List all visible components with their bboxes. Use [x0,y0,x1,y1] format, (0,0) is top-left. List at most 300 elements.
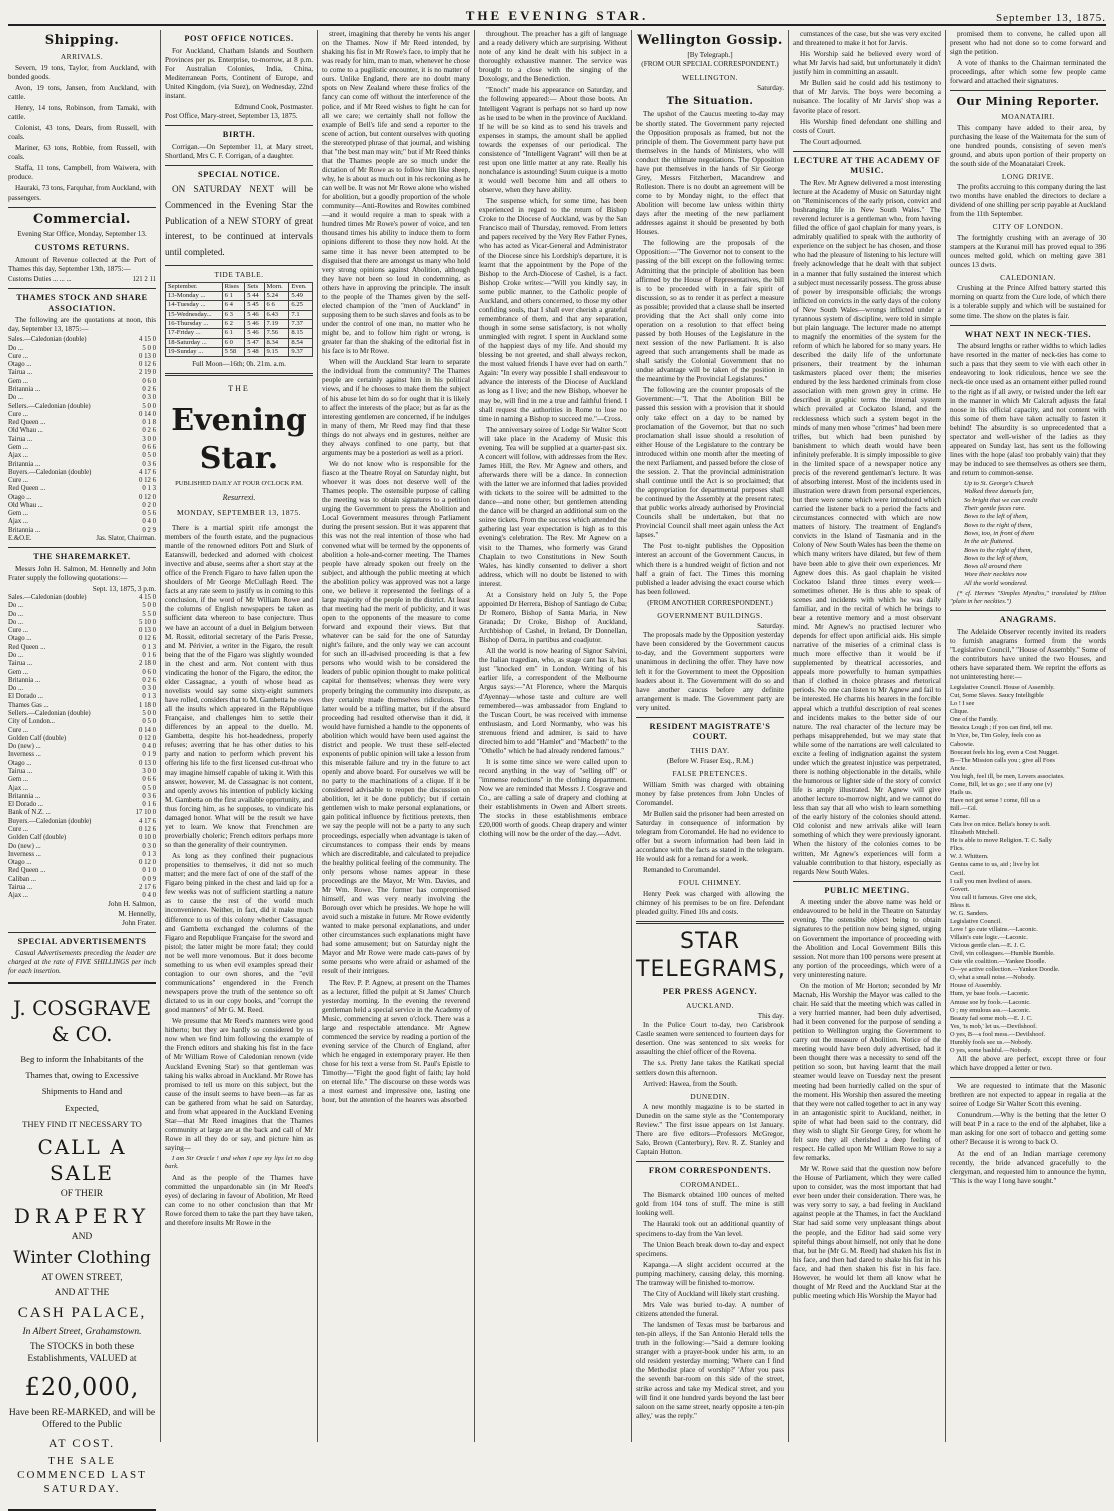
quote-name: Cure ... [8,726,29,734]
quote-value: 3 0 0 [142,767,156,775]
arrival-entry: Colonist, 43 tons, Dears, from Russell, with coals. [8,124,156,142]
quote-row [8,419,156,427]
quote-value: 0 12 0 [139,859,156,867]
article-paragraph: "Enoch" made his appearance on Saturday, and the following appeared:— About those boots. An Intelligent Vagrant is perhaps not so hard up now as he used to be when in the province of Auckland. If he will be so kind as to send his travels and expenses in stamps, the amount shall be applied towards the expenses of our periodical. The consistence of "Intelligent Vagrant" will then be at rest upon one little matter at any rate. Really his nonchalance is astounding! Suum cuique is a motto it would well become him and all others to observe, when they have ability. [479,86,627,195]
quote-name: Cure ... [8,825,29,833]
coromandel-text [636,1191,784,1421]
quote-value: 0 1 3 [142,850,156,858]
arrivals-heading: ARRIVALS. [60,52,104,62]
quote-name: Britannia ... [8,526,41,534]
quote-value: 0 1 0 [142,867,156,875]
quote-value: 0 6 6 [142,776,156,784]
quote-value: 0 5 6 [142,510,156,518]
quote-row [8,619,156,627]
quote-value: 0 1 6 [142,801,156,809]
tide-cell: 7.19 [264,320,289,329]
quote-row [8,469,156,477]
quote-row [8,594,156,602]
quote-name: Gem ... [8,377,29,385]
commercial-heading: Commercial. [33,211,131,227]
tide-cell: 5.24 [264,292,289,301]
quote-name: Sales.—Caledonian (double) [8,336,87,344]
quote-row [8,884,156,892]
quote-row [8,635,156,643]
cosgrave-advert [8,982,156,1511]
quote-row [8,751,156,759]
poem-line: Bows to the right of them, [964,546,1033,554]
poem-line: All the world wondered. [964,579,1028,587]
anagram-line: Bessica Lough ; if you can find, tell me. [950,724,1053,732]
quote-value: 17 10 0 [135,809,156,817]
column-7 [950,30,1106,1442]
quote-name: Otago ... [8,759,32,767]
ad-remarked: Have been RE-MARKED, and will be Offered to the Public [8,1408,156,1431]
coromandel: COROMANDEL. [680,1179,740,1189]
poem-attr: (* cf. Hermes "Simples Myndiss," translated by Hilton "plain in her neckties.") [950,589,1106,606]
quote-value: 5 0 0 [142,402,156,410]
tide-col-header: September. [166,282,223,291]
page-header [8,2,1106,26]
anagram-line: Love ! go cute villains.—Laconic. [950,925,1038,933]
tide-cell: 7.1 [289,310,313,319]
quote-value: 0 5 0 [142,452,156,460]
gov-text: The proposals made by the Opposition yesterday have been considered by the Government caucus to-day, and the Government supporters were unanimous in declining the offer. They have now left it for the Government to meet the Opposition leaders about it. The Government will do so and have another caucus before any definite arrangement is made. The Government party are very united. [636,631,784,712]
quote-row [8,743,156,751]
arrival-entry: Hauraki, 73 tons, Farquhar, from Auckland, with passengers. [8,184,156,202]
anagram-line: O, what a small noise.—Nobody. [950,974,1035,982]
quote-row [8,727,156,735]
quote-name: Sellers.—Caledonian (double) [8,710,91,718]
poem-line: Their gentle faces rare. [964,505,1026,513]
quote-row [8,834,156,842]
quote-name: Ajax ... [8,452,29,460]
anagram-line: Yes, 'is mob,' let us.—Devilshoof. [950,1022,1037,1030]
tide-cell: 8.54 [289,338,313,347]
tide-col-header: Even. [289,282,313,291]
arrival-entry: Severn, 19 tons, Taylor, from Auckland, with bonded goods. [8,63,156,81]
anagram-line: Cabowie. [950,740,975,748]
court-paragraph: The Court adjourned. [800,137,862,146]
birth-text: Corrigan.—On September 11, at Mary street, Shortland, Mrs C. F. Corrigan, of a daughter. [165,142,313,160]
lecture-heading: LECTURE AT THE ACADEMY OF MUSIC. [793,155,941,176]
tide-row [166,347,313,356]
false-pretences: FALSE PRETENCES. [672,769,748,779]
column-6 [793,30,941,1442]
gov-saturday: Saturday. [757,622,784,631]
article-paragraph: The Rev. P. P. Agnew, at present on the Thames as a lecturer, filled the pulpit at St James' Church yesterday morning. In the evening the reverend gentleman held a special service in the Academy of Music, commencing at seven o'clock. There was a large and respectable attendance. Mr Agnew commenced the service by reading a portion of the evening service of the Church of England, after which he engaged in extemporary prayer. He then chose for his text a verse from St. Paul's Epistle to Timothy—"Fight the good fight of faith; lay hold on eternal life." The discourse on these words was a most earnest and impressive one, lasting one hour, but the attention of the hearers was absorbed [322,978,470,1105]
anagram-line: Genius came to us, aid ; live by lot [950,861,1039,869]
tide-cell: 6 0 [222,338,245,347]
court-paragraph: cumstances of the case, but she was very excited and threatened to make it hot for Jarvis. [793,30,941,48]
quote-name: Gem ... [8,668,29,676]
dunedin: DUNEDIN. [690,1091,730,1101]
quote-name: Do ... [8,602,24,610]
quote-name: Britannia ... [8,676,41,684]
article-paragraph: throughout. The preacher has a gift of language and a ready delivery which are surprising. Without note of any kind he dealt with his subject in a thoroughly exhaustive manner. The service was brought to a close with the singing of the Doxology, and the Benediction. [479,30,627,84]
sales-table [8,336,156,535]
tide-body [166,292,313,357]
quote-value: 5 0 0 [142,344,156,352]
quote-row [8,669,156,677]
post-date: Post Office, Mary-street, September 13, 1875. [165,112,298,121]
customs-row-value: 121 2 11 [132,275,156,283]
quote-row [8,452,156,460]
quote-row [8,369,156,377]
anagram-line: O—ye active collection.—Yankee Doodle. [950,966,1060,974]
court-this-day: THIS DAY. [690,745,730,755]
tide-cell: 5 45 [245,301,264,310]
anagram-line: You high, feel ill, be men, Lovers associates. [950,772,1065,780]
quote-row [8,611,156,619]
quote-name: Inverness ... [8,850,41,858]
necktie-poem [964,480,1092,588]
quote-value: 2 18 0 [139,660,156,668]
anagram-line: O yes, some bashful.—Nobody. [950,1046,1032,1054]
lecture-text [793,179,941,877]
tide-cell: 5 58 [222,347,245,356]
quote-row [8,345,156,353]
lecture-paragraph: The Rev. Mr Agnew delivered a most interesting lecture at the Academy of Music on Saturday night on "Reminiscences of the early prison, convict and bushranging life in New South Wales." The reverend lecturer is a gentleman who, from having filled the office of gaol chaplain for many years, is admirably qualified to speak with the authority of experience on the subject he has chosen, and those who had the pleasure of listening to his lecture will freely acknowledge that he dealt with that subject in a manner that fully sustained the interest which a subject must necessarily possess. The gross abuse of power by irresponsible officials; the wrongs inflicted on convicts in the early days of the colony of New South Wales—wrongs inflicted under a tyrannous system of discipline, were told in simple but plain language. The lecturer made no attempt to magnify the enormities of the system for the reform of which he labored for so many years. He described the daily life of the unfortunate prisoners, their treatment by the inhuman taskmasters placed over them; the miseries endured by the less hardened criminals from close association with men grown grey in crime. He described in graphic terms the internal system which prevailed at Cockatoo Island, and the recklessness which such a system begot in the minds of many men whose "crimes" had been mere trifles, but which had been punished by banishment to which death would have been infinitely preferable. It is simply impossible to give in the limited space of a newspaper notice any precis of the reverend gentleman's lecture. It was of absorbing interest. Most of the incidents used in illustration were drawn from personal experiences, but there were some which were introduced which carried the listener back to a period the facts and circumstances connected with which are now matters of history. The treatment of England's convicts in the Island of Tasmania and in the Colony of New South Wales has been the theme on which many writers have dilated, but few of them have been able to give their own experiences. Mr Agnew does this. As gaol chaplain he visited Cockatoo Island three times every week—sometimes oftener. He is thus able to speak of scenes and incidents with which he was daily familiar, and in the recital of which he brings to bear a retentive memory and a most observant mind. Mr Agnew's no practised lecturer who depends for effect upon artificial aids. His simple narrative of the miseries of a criminal class is much more effective than it would be if supplemented by theatrical accessories, and appeals more powerfully to human sympathies than if clothed in choice phrases and rhetorical periods. No one can listen to Mr Agnew and fail to be interested. He charms his hearers in the forcible appeal which a truthful description of real scenes and incidents makes to the better side of our nature. The real character of the lecture may be perhaps misapprehended, but we may state that while some of the narrations are well calculated to excite a feeling of indignation against the system under which the greatest injustice was perpetrated, there is nothing objectionable in the details, while the humorous or lighter side of the story of convict life is amply illustrated. Mr Agnew will give another lecture to-morrow night, and we cannot do less than say that all who wish to learn something of the early history of the colonies should attend. Old colonist and new arrivals alike will learn something of which they were previously ignorant. When the history of the colonies comes to be written, Mr Agnew's experiences will form a valuable contribution to that history, especially as regards New South Wales. [793,178,941,876]
quote-row [8,660,156,668]
tide-row [166,329,313,338]
quote-value: 5 0 0 [142,602,156,610]
birth-heading: BIRTH. [222,130,256,140]
shares-table [8,594,156,900]
quote-name: Otago ... [8,361,32,369]
quote-value: 0 3 0 [142,842,156,850]
arrival-entry: Staffa, 11 tons, Campbell, from Waiwera, with produce. [8,164,156,182]
quote-name: Old Whau ... [8,427,43,435]
the-label: THE [228,384,250,394]
quote-name: Tairua ... [8,435,33,443]
quote-row [8,776,156,784]
quote-row [8,693,156,701]
quote-name: Tairua ... [8,767,33,775]
quote-name: Tairua ... [8,660,33,668]
foul-chimney: FOUL CHIMNEY. [678,878,742,888]
anagrams-heading: ANAGRAMS. [999,615,1057,625]
quote-name: Golden Calf (double) [8,834,67,842]
quote-row [8,876,156,884]
stock-sign-row [8,535,156,543]
poem-line: Bows to the right of them, [964,521,1033,529]
anagram-line: Have not got sense ! come, fill us a [950,796,1040,804]
poem-line: Walked three damsels fair, [964,488,1034,496]
article-paragraph: All the world is now hearing of Signor Salvini, the Italian tragedian, who, as stage cant has it, has just "knocked em" in London. Writing of his earlier life, a correspondent of the Melbourne Argus says:—"At Florence, where the Marquis d'Ayennay—whose taste and culture are well remembered—was ambassador from England to the Tuscan Court, he was received with immense enthusiasm, and Lord Normanby, who was his strenuous friend and admirer, is said to have directed him to add "Hamlet" and "Macbeth" to the "Othello" which he had already rendered famous." [479,647,627,755]
article-paragraph: When will the Auckland Star learn to separate the individual from the community? The Thames people are certainly against him in his political views, and if he chooses to make them the subject of his abuse let him do so for ought that it is likely to affect the interests of the place; but as far as the interesting gentlemen are concerned, if he indulges in many of them, Mr Reed may find that these things do not always end in gestures, neither are they always confined to one party, but that arguments may be a posteriori as well as a priori. [322,358,470,457]
anagram-line: Villain's cute logic.—Laconic. [950,934,1028,941]
quote-row [8,394,156,402]
tide-cell: 8.15 [289,329,313,338]
tide-cell: 5 47 [245,338,264,347]
anagram-line: Bill.—Gil. [950,805,978,812]
quote-name: Buyers.—Caledonian (double) [8,817,92,825]
coromandel-paragraph: The landsmen of Texas must be barbarous and ten-pin alleys, if the San Antonio Herald tells the truth in the following:—"Said a demure looking stranger with a prayer-book under his arm, to an old resident yesterday morning; 'Where can I find the Methodist place of worship?' 'After you pass the seventh bar-room on this side of the street, strike across and take my Medical street, and you will find it one hundred yards beyond the last beer saloon on the same street, nearly opposite a ten-pin alley,' was the reply." [636,1321,784,1420]
ad-intro-lines [8,1051,156,1133]
auckland-paragraph: Arrived: Hawea, from the South. [643,1079,738,1088]
anagram-line: Come, Bill, let us go ; see if any one (v) [950,780,1053,788]
anagram-line: Elizabeth Mitchell. [950,829,999,837]
quote-row [8,801,156,809]
quote-name: Golden Calf (double) [8,734,67,742]
quote-name: Do ... [8,344,24,352]
city-london: CITY OF LONDON. [992,222,1064,232]
tide-cell: 16-Thursday ... [166,320,223,329]
quote-value: 0 1 3 [142,643,156,651]
gossip-heading: Wellington Gossip. [637,33,783,48]
anagram-line: O ; my emulous ass.—Laconic. [950,1006,1031,1014]
tide-cell: 6 1 [222,292,245,301]
quote-value: 0 10 0 [139,834,156,842]
quote-value: 0 5 0 [142,784,156,792]
tide-row [166,301,313,310]
public-paragraph: On the motion of Mr Horton; seconded by Mr Macnab, His Worship the Mayor was called to the chair. He said that the meeting which was called in a very hurried manner, had been duly advertised, had it been convened for the purpose of sending a petition to Wellington urging the Government to carry out the measure of Abolition. Notice of the meeting would have been duly advertised, had it been thought there was a necessity to send off the petition so soon, but having learnt that the mail steamer would leave on Tuesday next the present meeting had been hurriedly called on the spur of the moment. His Worship then assured the meeting that they were not called together to act in any way in an antagonistic spirit to Auckland, neither, in spite of what had been said to the contrary, did they wish to slight Sir George Grey, for whom he felt sure they all cherished a deep feeling of respect. He called upon Mr William Rowe to say a few remarks. [793,981,941,1163]
tide-cell: 5.49 [289,292,313,301]
quote-row [8,793,156,801]
anagrams-outro: All the above are perfect, except three or four which have dropped a letter or two. [950,1054,1106,1072]
quote-name: Britannia ... [8,385,41,393]
header-title: THE EVENING STAR. [465,8,649,23]
quote-row [8,510,156,518]
ad-call: CALL A SALE [37,1135,127,1185]
quote-name: Britannia ... [8,460,41,468]
anagram-line: Flics. [950,845,965,853]
ad-owen: AT OWEN STREET, [41,1273,123,1284]
tide-col-header: Morn. [264,282,289,291]
quote-name: Otago ... [8,493,32,501]
tide-row [166,338,313,347]
neckties-heading: WHAT NEXT IN NECK-TIES. [964,329,1092,339]
tide-cell: 6 1 [222,329,245,338]
quote-row [8,386,156,394]
anagram-line: Bless it. [950,901,971,909]
column-4 [479,30,627,1442]
quote-row [8,518,156,526]
tide-col-header: Sets [245,282,264,291]
quote-value: 0 5 0 [142,718,156,726]
court-paragraph: His Worship said he believed every word of what Mr Jarvis had said, but unfortunately it didn't justify him in committing an assault. [793,50,941,77]
quote-row [8,403,156,411]
resurrexi: Resurrexi. [222,493,256,503]
quote-row [8,353,156,361]
anagram-line: Civil, vin colleagues.—Humble Bumble. [950,950,1055,958]
quote-name: Otago ... [8,635,32,643]
article-paragraph: The anniversary soiree of Lodge Sir Walter Scott will take place in the Academy of Music this evening. Tea will be supplied at a quarter-past six. A concert will follow, with addresses from the Rev. James Hill, the Rev. Mr Agnew and others, and afterwards there will be a dance. In connection with the latter we are informed that ladies provided with tickets to the soiree will be admitted to the dance—and none other; but gentlemen attending the dance will be charged an additional sum on the soiree tickets. From the success which attended the gathering last year expectation is high as to this evening's celebration. The Rev. Mr Agnew on a visit to the Thames, who formerly was Grand Chaplain to two Constitutions in New South Wales, has kindly consented to deliver a short address, which will no doubt be listened to with interest. [479,425,627,588]
quote-row [8,718,156,726]
quote-value: 5 10 0 [139,618,156,626]
ad-palace: CASH PALACE, [17,1305,147,1322]
article-paragraph: At a Consistory held on July 5, the Pope appointed Dr Herrera, Bishop of Santiago de Cuba; Dr Romero, Bishop of Santa Maria, in New Granada; Dr Croke, Bishop of Auckland, Archbishop of Cashel, in Ireland, Dr Donnellan, Bishop of Derra, in partibus and coadjutor. [479,590,627,645]
quote-value: 4 17 6 [139,817,156,825]
quote-value: 0 0 9 [142,875,156,883]
quote-value: 0 3 6 [142,460,156,468]
quote-value: 0 12 6 [139,635,156,643]
quote-row [8,644,156,652]
auckland-paragraph: In the Police Court to-day, two Carisbrook Castle seamen were sentenced to fourteen days for desertion. One was sentenced to six weeks for assaulting the chief officer of the Rovena. [636,1021,784,1057]
quote-name: Do (new) ... [8,842,41,850]
tide-cell: 18-Saturday ... [166,338,223,347]
public-paragraph: Mr W. Rowe said that the question now before the House of Parliament, which they were called upon to consider, was the most important that had ever been under their consideration. There was, he was very sorry to say, a bad feeling in Auckland against people at the Thames, in fact the Auckland Star had said some very unpleasant things about the people, and the Editor had said some very spiteful things about himself, not only that he done that, but he (Mr G. M. Reed) had shaken his fist in his face, and then had dared to shake his fist in his face, and had then shaken his fist in his face. However, he would let them all know what he thought of Mr Reed and the Auckland Star at the public meeting which His Worship the Mayor had [793,1165,941,1300]
quote-name: Do ... [8,652,24,660]
poem-line: Bows all around them [964,563,1022,571]
quote-name: Do ... [8,618,24,626]
editorial-verse: I am Sir Oracle ! and when I ope my lips let no dog bark. [165,1155,313,1171]
anagram-line: B—The Mission calls you ; give all Foes [950,756,1055,764]
quote-value: 0 1 3 [142,485,156,493]
quote-row [8,485,156,493]
header-date: September 13, 1875. [995,12,1106,24]
quote-name: Cure ... [8,352,29,360]
quote-row [8,735,156,743]
anagram-line: Legislative Council. [950,917,1002,925]
quote-value: 0 4 0 [142,892,156,900]
anagram-line: O yes, B—s fool mess.—Devilshoof. [950,1030,1046,1038]
quote-name: Sales.—Caledonian (double) [8,594,87,602]
quote-row [8,892,156,900]
coromandel-paragraph: The Hauraki took out an additional quantity of specimens to-day from the Van level. [636,1220,784,1238]
quote-name: Gem ... [8,510,29,518]
anagram-line: One of the Family. [950,716,998,724]
quote-name: Britannia ... [8,792,41,800]
tide-cell: 5 46 [245,320,264,329]
anagram-lines [950,684,1106,1055]
arrival-entry: Mariner, 63 tons, Robbie, from Russell, with coals. [8,144,156,162]
tide-row [166,292,313,301]
sharemarket-date: Sept. 13, 1875, 3 p.m. [92,585,156,594]
quote-row [8,851,156,859]
anagram-line: Ancie. [950,764,967,772]
article-paragraph: It is some time since we were called upon to record anything in the way of "selling off" or "immense reductions" in the clothing department. Now we are reminded that Messrs J. Cosgrave and Co., are calling a sale of drapery and clothing at their establishments in Owen and Albert streets. The stocks in these establishments embrace £20,000 worth of goods. Cheap drapery and winter clothing will now be the order of the day.—Advt. [479,757,627,839]
anagram-line: Lo ! I see [950,700,975,708]
quote-value: 0 2 6 [142,427,156,435]
auck-this-day: This day. [757,1012,784,1021]
quote-value: 0 12 6 [139,825,156,833]
quote-value: 0 6 0 [142,668,156,676]
customs-row-label: Customs Duties ... ... ... [8,275,72,283]
quote-value: 0 3 0 [142,394,156,402]
anagram-line: In Vice, be, Tim Goley, feels coo as [950,732,1042,740]
notice-text: ON SATURDAY NEXT will be Commenced in the Evening Star the Publication of a NEW STORY of great interest, to be continued at intervals until completed. [165,184,313,257]
quote-name: Old Whau ... [8,501,43,509]
wellington: WELLINGTON. [681,72,739,82]
quote-row [8,502,156,510]
share-signature: M. Hennelly, [118,909,156,918]
quote-row [8,602,156,610]
quote-value: 4 17 6 [139,468,156,476]
court-continued [793,30,941,147]
quote-row [8,444,156,452]
poem-line: Wore their neckties now [964,571,1028,579]
final-paragraph: At the end of an Indian marriage ceremony recently, the bride advanced gracefully to the clergyman, and requested him to announce the hymn, "This is the way I long have sought." [950,1149,1106,1185]
tide-col-header: Rises [222,282,245,291]
special-heading: SPECIAL ADVERTISEMENTS [17,936,147,946]
anagram-line: Govert. [950,885,970,893]
quote-row [8,477,156,485]
quote-row [8,685,156,693]
quote-row [8,867,156,875]
situation-paragraph: The upshot of the Caucus meeting to-day may be shortly stated. The Government party rejected the Opposition proposals as framed, but not the principle of them. The Government party have put themselves in the hands of Ministers, who will conduct the ultimate negotiations. The Opposition have put themselves in the hands of Sir George Grey, Messrs Fitzherbert, Macandrew and Rolleston. There is no doubt an agreement will be come to by Monday night, to the effect that Abolition will become law unless within thirty days after the meeting of the new parliament addresses against it should be presented by both Houses. [636,110,784,237]
chimney-text: Henry Peek was charged with allowing the chimney of his premises to be on fire. Defendant pleaded guilty. Fined 10s and costs. [636,889,784,916]
quote-name: Caliban ... [8,875,36,883]
tide-cell: 9.37 [289,347,313,356]
quote-row [8,768,156,776]
tide-cell: 15-Wednesday... [166,310,223,319]
quote-name: Cure ... [8,627,29,635]
corr-heading: FROM CORRESPONDENTS. [648,1166,772,1176]
anagrams-intro: The Adelaide Observer recently invited its readers to furnish anagrams formed from the words "Legislative Council," "House of Assembly." Some of the contributors have united the two Houses, and others have separated them. We reprint the efforts as not uninteresting here:— [950,627,1106,681]
quote-name: Bank of N.Z. ... [8,809,51,817]
editorial-continued [322,30,470,1105]
quote-name: Do ... [8,610,24,618]
ad-drapery: DRAPERY [13,1203,151,1228]
sharemarket-intro: Messrs John H. Salmon, M. Hennelly and John Frater supply the following quotations:— [8,564,156,582]
quote-row [8,710,156,718]
situation-paragraph: The following are the counter proposals of the Government:—"I. That the Abolition Bill be passed this session with a provision that it should only take effect on a day to be named by proclamation of the Governor, but that no such proclamation shall issue should a resolution of either House of the Legislature to the contrary be introduced within one month after the meeting of the next Parliament, and passed before the close of the session. 2. That the provincial administration shall continue until the Act is so proclaimed; that the appropriation for departmental purposes shall be continued by the Assembly at the present rates; that public works already authorised by Provincial Councils shall be undertaken, but that no Provincial Council shall meet again unless the Act lapses." [636,386,784,540]
meeting-paragraph: promised them to convene, he called upon all present who had not done so to come forward and sign the petition. [950,30,1106,57]
column-3 [322,30,470,1442]
quote-name: Gem ... [8,443,29,451]
quote-name: City of London... [8,718,56,726]
tide-foot: Full Moon—16th; 0h. 21m. a.m. [192,360,286,369]
tide-cell: 5 46 [245,310,264,319]
long-drive: LONG DRIVE. [1001,171,1055,181]
quote-name: Thames Gas ... [8,701,49,709]
tide-cell: 17-Friday ... [166,329,223,338]
anagram-line: Amuse soe by fools.—Laconic. [950,998,1031,1006]
situation-paragraph: The following are the proposals of the Opposition:—"The Governor not to consent to the passing of the bill except on the following terms: Admitting that the principle of abolition has been affirmed by the House of Representatives, the bill is to be proceeded with in a fair spirit of discussion, so as to render it as perfect a measure as possible; provided that a clause shall be inserted providing that the Act shall only come into operation on a resolution to that effect being passed by both Houses of the Legislature in the next session of the new Parliament. It is also agreed that such arrangements shall be made as shall satisfy the Colonial Government that no undue advantage will be taken of the position in the meantime by the Provincial Legislatures." [636,239,784,384]
notice-heading: SPECIAL NOTICE. [197,169,281,179]
anagram-line: W. G. Sanders. [950,909,989,917]
quote-row [8,702,156,710]
tide-row [166,310,313,319]
date-line: MONDAY, SEPTEMBER 13, 1875. [176,508,302,518]
tide-cell: 7.56 [264,329,289,338]
court-paragraph: His Worship fined defendant one shilling and costs of Court. [793,117,941,135]
conundrum: Conundrum.—Why is the betting that the letter O will beat P in a race to the end of the alphabet, like a man asking for one sort of tobacco and getting some other? Because it is wrong to back O. [950,1111,1106,1147]
post-text: For Auckland, Chatham Islands and Southern Provinces per ps. Enterprise, to-morrow, at 8 p.m. For Australian Colonies, India, China, Mediterranean Ports, Continent of Europe, and United Kingdom, (via Suez), on Wednesday, 22nd instant. [165,46,313,100]
post-heading: POST OFFICE NOTICES. [184,34,294,43]
share-signatures [8,900,156,927]
meeting-continued [950,30,1106,86]
quote-name: Tairua ... [8,369,33,377]
ad-line: Expected, [64,1102,100,1113]
quote-row [8,627,156,635]
ad-line: Beg to inform the Inhabitants of the [20,1053,144,1064]
court-paragraph: Mr Bullen said the prisoner had been arrested on Saturday in consequence of information by telegram from Coromandel. He had no evidence to offer but a sworn information had been laid in accordance with the facts as stated in the telegram. He would ask for a remand for a week. [636,809,784,864]
dunedin-text: A new monthly magazine is to be started in Dunedin on the same style as the "Contemporary Review." The first issue appears on 1st January. There are five editors—Professors McGregor, Salo, Brown (Canterbury), Rev. R. Z. Stanley and Captain Hutton. [636,1103,784,1157]
long-text: The profits accruing to this company during the last two months have enabled the directors to declare a dividend of one shilling per scrip payable at Auckland from the 11th September. [950,183,1106,219]
arrival-entry: Avon, 19 tons, Jansen, from Auckland, with cattle. [8,83,156,101]
tide-header-row [166,282,313,291]
anagram-line: Cut, Some Slaves. Saucy Intelligible [950,692,1044,700]
auckland-text [636,1021,784,1088]
quote-value: 0 12 6 [139,361,156,369]
anagram-line: House of Assembly. [950,982,1002,990]
quote-value: 0 1 3 [142,693,156,701]
situation-heading: The Situation. [666,95,754,107]
quote-row [8,652,156,660]
quote-row [8,378,156,386]
published-line: PUBLISHED DAILY AT FOUR O'CLOCK P.M. [175,480,303,487]
anagram-line: Legislative Council. House of Assembly. [950,684,1055,692]
court-paragraph: Remanded to Coromandel. [643,866,721,875]
quote-row [8,843,156,851]
shipping-heading: Shipping. [44,33,120,48]
stock-heading: THAMES STOCK AND SHARE ASSOCIATION. [16,293,148,313]
stock-intro: The following are the quotations at noon, this day, September 13, 1875:— [8,316,156,334]
news-paragraphs [479,30,627,840]
quote-value: 3 0 0 [142,435,156,443]
